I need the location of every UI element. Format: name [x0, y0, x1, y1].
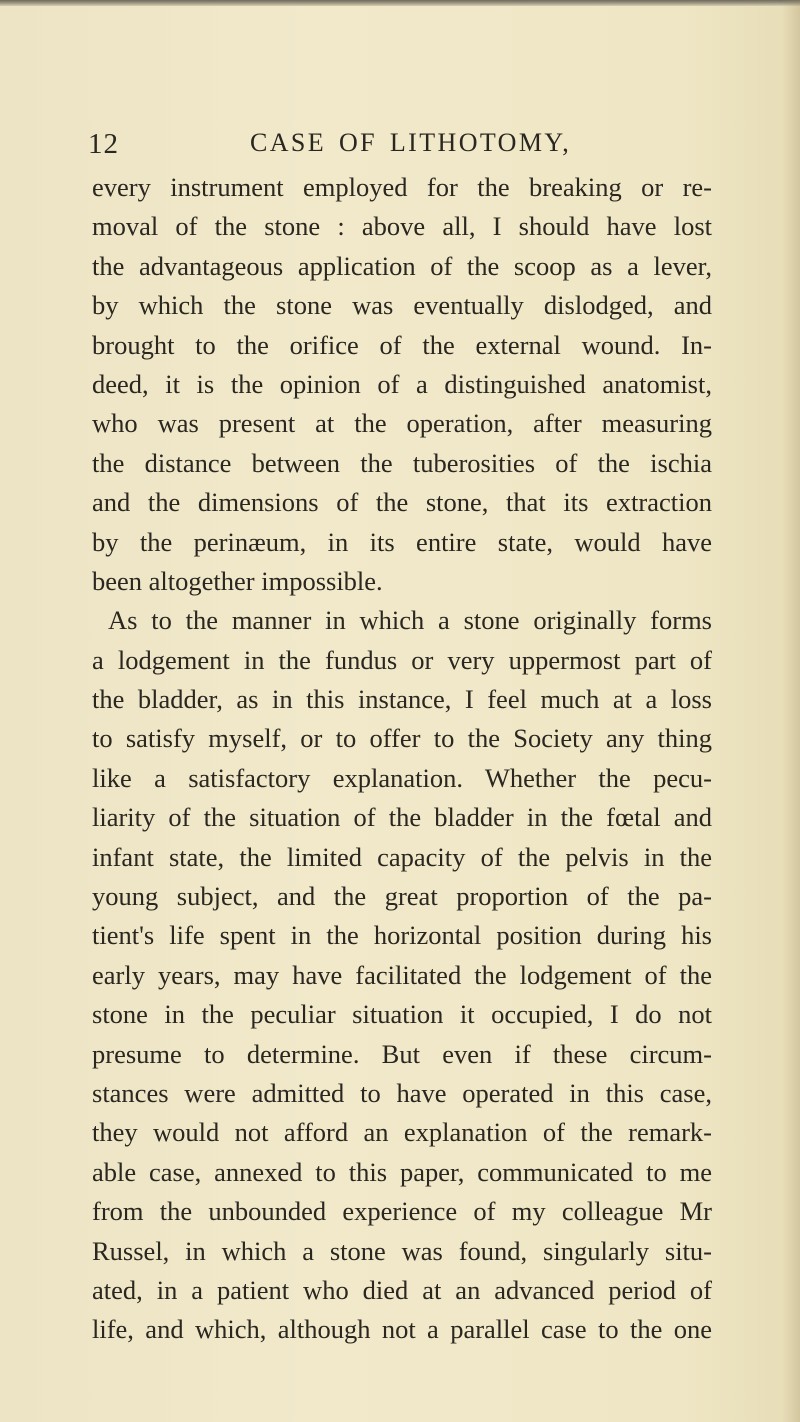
text-line: early years, may have facilitated the lodgement of the — [92, 959, 712, 990]
text-line: infant state, the limited capacity of the pelvis in the — [92, 841, 712, 872]
text-line: the distance between the tuberosities of the ischia — [92, 447, 712, 478]
text-line: they would not afford an explanation of the remark- — [92, 1117, 712, 1148]
text-line: young subject, and the great proportion of the pa- — [92, 881, 712, 912]
text-line: deed, it is the opinion of a distinguished anatomist, — [92, 368, 712, 399]
text-line: liarity of the situation of the bladder in the fœtal and — [92, 802, 712, 833]
text-line: presume to determine. But even if these circum- — [92, 1038, 712, 1069]
text-line: As to the manner in which a stone originally forms — [108, 605, 712, 636]
text-line: by which the stone was eventually dislodged, and — [92, 290, 712, 321]
text-line: brought to the orifice of the external wound. In- — [92, 329, 712, 360]
text-line: Russel, in which a stone was found, singularly situ- — [92, 1235, 712, 1266]
running-head: CASE OF LITHOTOMY, — [250, 128, 572, 157]
text-line: to satisfy myself, or to offer to the Society any thing — [92, 723, 712, 754]
text-line: been altogether impossible. — [92, 565, 383, 596]
text-line: tient's life spent in the horizontal position during his — [92, 920, 712, 951]
text-line: the advantageous application of the scoop as a lever, — [92, 250, 712, 281]
text-line: by the perinæum, in its entire state, would have — [92, 526, 712, 557]
text-line: the bladder, as in this instance, I feel much at a loss — [92, 684, 712, 715]
text-line: and the dimensions of the stone, that its extraction — [92, 487, 712, 518]
page-right-edge-shadow — [782, 0, 800, 1422]
text-line: a lodgement in the fundus or very uppermost part of — [92, 644, 712, 675]
text-line: who was present at the operation, after measuring — [92, 408, 712, 439]
text-line: moval of the stone : above all, I should have lost — [92, 211, 712, 242]
text-line: life, and which, although not a parallel case to the one — [92, 1314, 712, 1345]
text-line: ated, in a patient who died at an advanced period of — [92, 1274, 712, 1305]
body-text — [92, 168, 712, 1350]
page-top-edge — [0, 0, 800, 6]
text-line: every instrument employed for the breaking or re- — [92, 172, 712, 202]
page-number: 12 — [88, 128, 119, 160]
text-line: like a satisfactory explanation. Whether the pecu- — [92, 762, 712, 793]
text-line: from the unbounded experience of my colleague Mr — [92, 1196, 712, 1227]
text-line: stone in the peculiar situation it occupied, I do not — [92, 999, 712, 1030]
text-line: able case, annexed to this paper, communicated to me — [92, 1156, 712, 1187]
text-line: stances were admitted to have operated in this case, — [92, 1077, 712, 1108]
page-header — [0, 128, 800, 172]
